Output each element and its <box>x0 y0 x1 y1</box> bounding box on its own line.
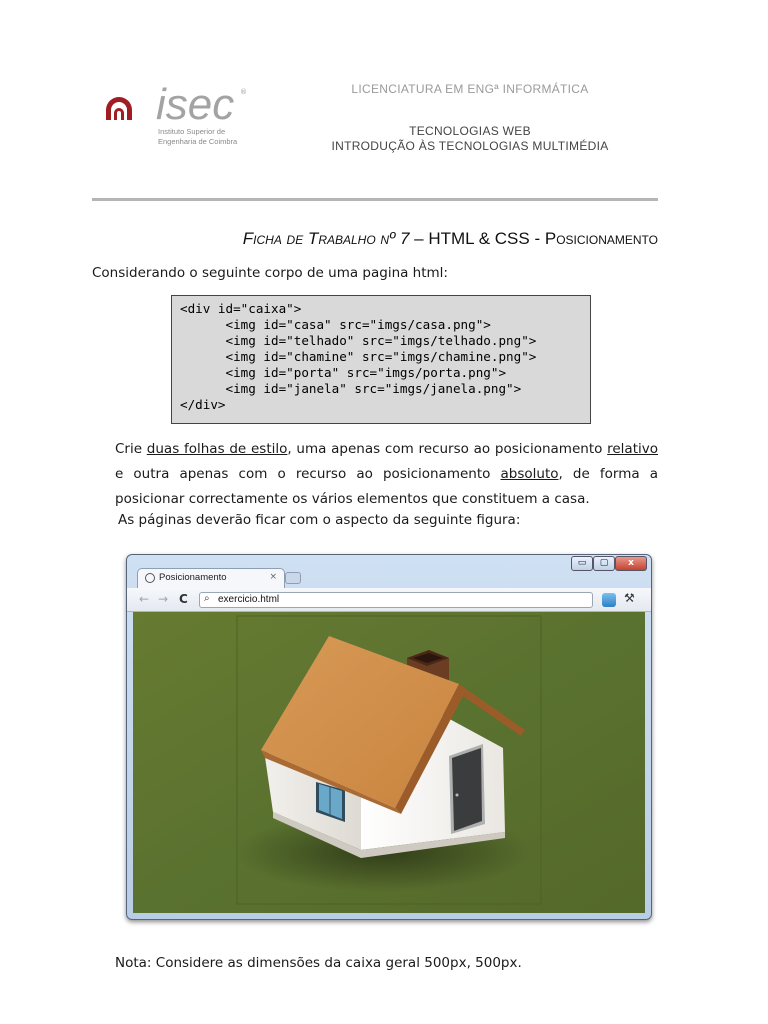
page-viewport <box>133 612 645 913</box>
close-button[interactable]: x <box>615 556 647 571</box>
minimize-button[interactable]: ▭ <box>571 556 593 571</box>
svg-text:isec: isec <box>156 82 235 129</box>
tab-close-icon[interactable]: × <box>269 572 277 582</box>
page-action-icon[interactable] <box>602 593 616 607</box>
title-topic: Posicionamento <box>544 229 658 248</box>
program-name: LICENCIATURA EM ENGª INFORMÁTICA <box>351 82 589 96</box>
intro-text: Considerando o seguinte corpo de uma pagina html: <box>92 265 448 281</box>
browser-window <box>126 554 652 920</box>
para-underline-1: duas folhas de estilo <box>146 441 288 457</box>
instructions-paragraph <box>115 437 658 512</box>
maximize-button[interactable]: ▢ <box>593 556 615 571</box>
title-italic: Ficha de Trabalho nº 7 <box>242 229 410 248</box>
logo-subtitle <box>158 127 237 147</box>
worksheet-title <box>92 229 658 249</box>
para-underline-3: absoluto <box>500 466 559 482</box>
logo-subtitle-line1: Instituto Superior de <box>158 127 226 136</box>
address-bar[interactable] <box>199 592 593 608</box>
para-text-3: e outra apenas com o recurso ao posicionamento <box>115 466 501 482</box>
para-text-2: , uma apenas com recurso ao posicionamento <box>287 441 608 457</box>
para-text-4: , de forma a posicionar correctamente os vários elementos que constituem a casa. <box>115 466 658 507</box>
header-divider <box>92 198 658 201</box>
code-block: <div id="caixa"> <img id="casa" src="imgs/casa.png"> <img id="telhado" src="imgs/telhado.png"> <img id="chamine" src="imgs/chamine.png"> <img id="porta" src="imgs/porta.png"> <img id="janela" src="imgs/janela.png"> </div> <box>171 295 591 424</box>
svg-text:®: ® <box>240 88 247 96</box>
browser-tab[interactable] <box>137 568 285 588</box>
logo-subtitle-line2: Engenharia de Coimbra <box>158 137 238 146</box>
forward-arrow-icon[interactable]: → <box>158 592 169 606</box>
back-arrow-icon[interactable]: ← <box>139 592 150 606</box>
figure-intro-text: As páginas deverão ficar com o aspecto da seguinte figura: <box>118 512 521 528</box>
reload-icon[interactable]: C <box>179 592 188 606</box>
note-text: Nota: Considere as dimensões da caixa geral 500px, 500px. <box>115 955 522 971</box>
tab-title: Posicionamento <box>159 572 227 583</box>
course-name: TECNOLOGIAS WEB <box>409 124 531 138</box>
arch-icon <box>106 97 132 120</box>
page-favicon-icon <box>145 573 155 583</box>
new-tab-button[interactable] <box>285 572 301 584</box>
para-underline-2: relativo <box>607 441 659 457</box>
wrench-icon[interactable]: ⚒ <box>624 591 635 605</box>
title-normal: – HTML & CSS - <box>409 229 545 248</box>
door <box>449 744 485 834</box>
address-text: exercicio.html <box>218 594 280 605</box>
para-text-1: Crie <box>115 441 147 457</box>
search-icon: ⌕ <box>204 593 210 604</box>
house-illustration <box>133 612 645 913</box>
subcourse-name: INTRODUÇÃO ÀS TECNOLOGIAS MULTIMÉDIA <box>331 139 609 153</box>
